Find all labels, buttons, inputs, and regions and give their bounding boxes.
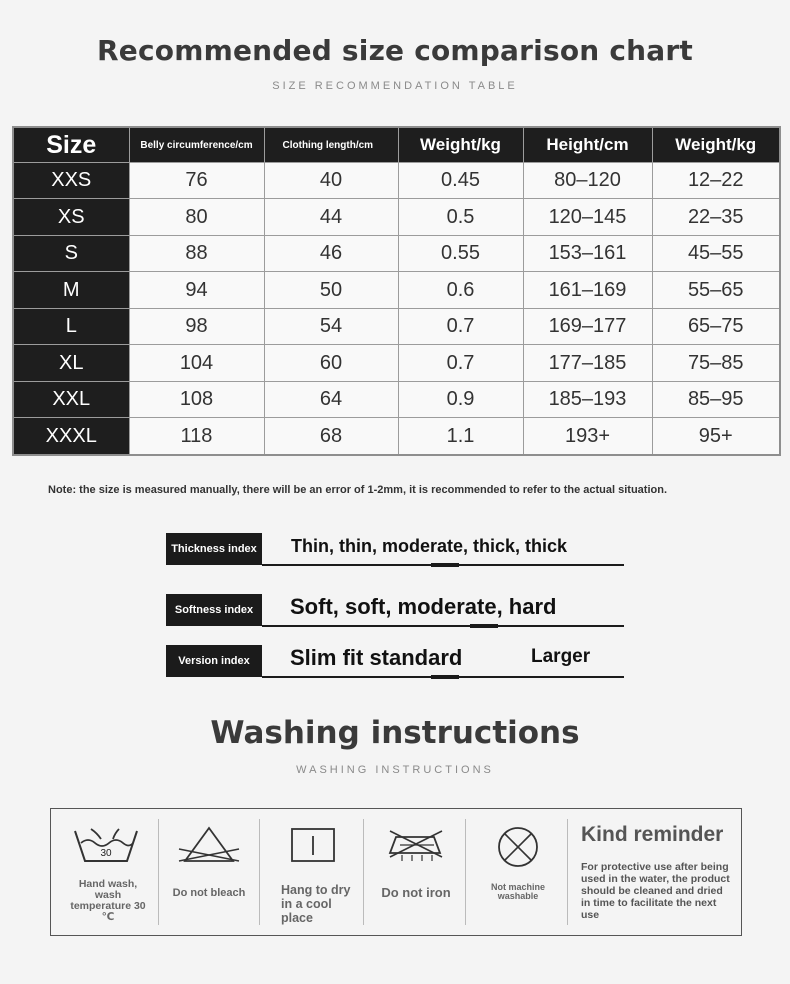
table-cell: 80	[129, 199, 264, 235]
table-cell: 22–35	[652, 199, 780, 235]
hang-dry-caption: Hang to dry in a cool place	[281, 883, 351, 925]
column-header: Weight/kg	[398, 127, 523, 163]
table-row	[13, 163, 780, 199]
table-cell: 0.7	[398, 308, 523, 344]
no-iron-caption: Do not iron	[381, 885, 451, 900]
table-cell: 50	[264, 272, 398, 308]
table-cell: 75–85	[652, 345, 780, 381]
divider	[567, 819, 568, 925]
size-table-body	[13, 163, 780, 456]
thickness-index	[166, 533, 624, 567]
table-cell: 64	[264, 381, 398, 417]
version-index-marker	[431, 675, 459, 679]
table-cell: 44	[264, 199, 398, 235]
table-cell: 12–22	[652, 163, 780, 199]
size-label-cell: M	[13, 272, 129, 308]
softness-index-label: Softness index	[166, 594, 262, 626]
no-machine-wash-cell	[466, 809, 571, 935]
table-cell: 80–120	[523, 163, 652, 199]
table-cell: 0.6	[398, 272, 523, 308]
version-index-label: Version index	[166, 645, 262, 677]
thickness-index-label: Thickness index	[166, 533, 262, 565]
hand-wash-caption: Hand wash, wash temperature 30 ℃	[70, 878, 146, 923]
size-label-cell: S	[13, 235, 129, 271]
table-cell: 177–185	[523, 345, 652, 381]
table-cell: 85–95	[652, 381, 780, 417]
table-cell: 193+	[523, 418, 652, 455]
table-cell: 153–161	[523, 235, 652, 271]
kind-reminder-title: Kind reminder	[581, 823, 724, 846]
no-machine-wash-icon	[496, 825, 540, 869]
thickness-index-marker	[431, 563, 459, 567]
table-row	[13, 199, 780, 235]
column-header: Size	[13, 127, 129, 163]
table-cell: 95+	[652, 418, 780, 455]
table-cell: 161–169	[523, 272, 652, 308]
hand-wash-cell	[51, 809, 163, 935]
no-machine-wash-caption: Not machine washable	[490, 882, 545, 901]
washing-subtitle: WASHING INSTRUCTIONS	[296, 764, 494, 776]
no-bleach-icon	[177, 825, 241, 865]
column-header: Height/cm	[523, 127, 652, 163]
softness-index-line	[262, 625, 624, 627]
washing-instructions-box	[50, 808, 742, 936]
table-cell: 65–75	[652, 308, 780, 344]
size-label-cell: XXXL	[13, 418, 129, 455]
column-header: Clothing length/cm	[264, 127, 398, 163]
column-header: Weight/kg	[652, 127, 780, 163]
kind-reminder-text: For protective use after being used in the water, the product should be cleaned and dried in time to facilitate the next use	[581, 861, 730, 921]
no-iron-icon	[386, 823, 446, 863]
hand-wash-icon	[71, 825, 141, 869]
size-label-cell: XXS	[13, 163, 129, 199]
table-cell: 94	[129, 272, 264, 308]
no-bleach-caption: Do not bleach	[172, 887, 246, 899]
version-index-value-2: Larger	[531, 646, 591, 667]
page-title: Recommended size comparison chart	[97, 34, 693, 67]
size-label-cell: L	[13, 308, 129, 344]
table-row	[13, 308, 780, 344]
table-cell: 0.5	[398, 199, 523, 235]
table-cell: 98	[129, 308, 264, 344]
table-cell: 88	[129, 235, 264, 271]
table-cell: 45–55	[652, 235, 780, 271]
version-index	[166, 645, 624, 679]
table-row	[13, 381, 780, 417]
column-header: Belly circumference/cm	[129, 127, 264, 163]
softness-index-marker	[470, 624, 498, 628]
softness-index-value: Soft, soft, moderate, hard	[290, 594, 557, 619]
hand-wash-temp: 30	[100, 848, 112, 859]
washing-title: Washing instructions	[210, 715, 580, 751]
size-label-cell: XL	[13, 345, 129, 381]
table-row	[13, 272, 780, 308]
table-cell: 118	[129, 418, 264, 455]
table-cell: 1.1	[398, 418, 523, 455]
page-subtitle: SIZE RECOMMENDATION TABLE	[272, 80, 518, 92]
table-cell: 0.7	[398, 345, 523, 381]
size-label-cell: XS	[13, 199, 129, 235]
table-cell: 108	[129, 381, 264, 417]
table-row	[13, 235, 780, 271]
table-cell: 185–193	[523, 381, 652, 417]
table-cell: 55–65	[652, 272, 780, 308]
softness-index	[166, 594, 624, 628]
table-cell: 60	[264, 345, 398, 381]
size-table	[12, 126, 781, 456]
table-cell: 54	[264, 308, 398, 344]
table-cell: 104	[129, 345, 264, 381]
version-index-value: Slim fit standard	[290, 645, 463, 670]
table-cell: 0.45	[398, 163, 523, 199]
size-label-cell: XXL	[13, 381, 129, 417]
table-cell: 68	[264, 418, 398, 455]
table-cell: 169–177	[523, 308, 652, 344]
table-header-row	[13, 127, 780, 163]
hang-dry-icon	[290, 827, 338, 865]
table-row	[13, 345, 780, 381]
table-cell: 40	[264, 163, 398, 199]
table-cell: 0.9	[398, 381, 523, 417]
table-cell: 76	[129, 163, 264, 199]
table-cell: 120–145	[523, 199, 652, 235]
no-bleach-cell	[159, 809, 259, 935]
table-cell: 46	[264, 235, 398, 271]
hang-dry-cell	[260, 809, 362, 935]
thickness-index-value: Thin, thin, moderate, thick, thick	[291, 536, 568, 556]
no-iron-cell	[364, 809, 464, 935]
table-row	[13, 418, 780, 455]
table-cell: 0.55	[398, 235, 523, 271]
measurement-note: Note: the size is measured manually, there will be an error of 1-2mm, it is recommended to refer to the actual situation.	[48, 484, 668, 496]
